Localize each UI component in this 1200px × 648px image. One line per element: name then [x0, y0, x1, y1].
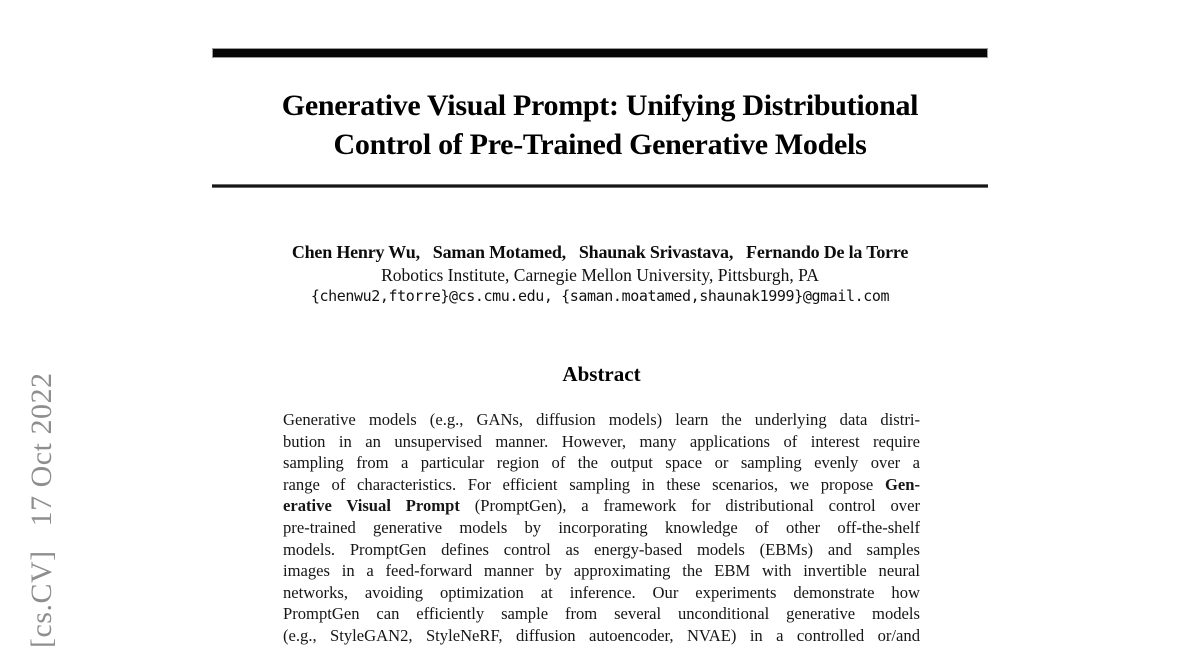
abstract-line — [283, 495, 920, 517]
abstract-line: pre-trained generative models by incorporating knowledge of other off-the-shelf — [283, 517, 920, 537]
paper-title-line2: Control of Pre-Trained Generative Models — [333, 128, 867, 161]
affiliation-line: Robotics Institute, Carnegie Mellon University, Pittsburgh, PA — [381, 265, 819, 285]
abstract-line: images in a feed-forward manner by approximating the EBM with invertible neural — [283, 561, 920, 581]
abstract-heading: Abstract — [562, 362, 641, 386]
emails-line: {chenwu2,ftorre}@cs.cmu.edu, {saman.moatamed,shaunak1999}@gmail.com — [310, 287, 890, 305]
abstract-line: bution in an unsupervised manner. However, many applications of interest require — [283, 431, 920, 451]
abstract-body — [283, 409, 920, 647]
abstract-bold-text: Gen- — [884, 474, 920, 494]
abstract-bold-text: erative Visual Prompt — [283, 496, 460, 516]
paper-title — [0, 86, 1200, 164]
abstract-line: Generative models (e.g., GANs, diffusion models) learn the underlying data distri- — [283, 410, 920, 429]
abstract-line: (e.g., StyleGAN2, StyleNeRF, diffusion autoencoder, NVAE) in a controlled or/and — [283, 625, 920, 645]
abstract-line: networks, avoiding optimization at inference. Our experiments demonstrate how — [283, 582, 920, 602]
arxiv-watermark: [cs.CV] 17 Oct 2022 — [25, 372, 58, 648]
title-rule — [212, 184, 988, 188]
abstract-line: models. PromptGen defines control as energy-based models (EBMs) and samples — [283, 539, 920, 559]
abstract-line: PromptGen can efficiently sample from several unconditional generative models — [283, 604, 920, 624]
abstract-text: range of characteristics. For efficient sampling in these scenarios, we propose — [283, 474, 885, 494]
top-rule — [212, 48, 988, 58]
abstract-text: (PromptGen), a framework for distributional control over — [459, 496, 920, 516]
abstract-line — [283, 474, 920, 496]
abstract-line: sampling from a particular region of the output space or sampling evenly over a — [283, 453, 920, 473]
authors-line: Chen Henry Wu, Saman Motamed, Shaunak Srivastava, Fernando De la Torre — [291, 242, 909, 262]
paper-title-line1: Generative Visual Prompt: Unifying Distributional — [281, 89, 919, 122]
